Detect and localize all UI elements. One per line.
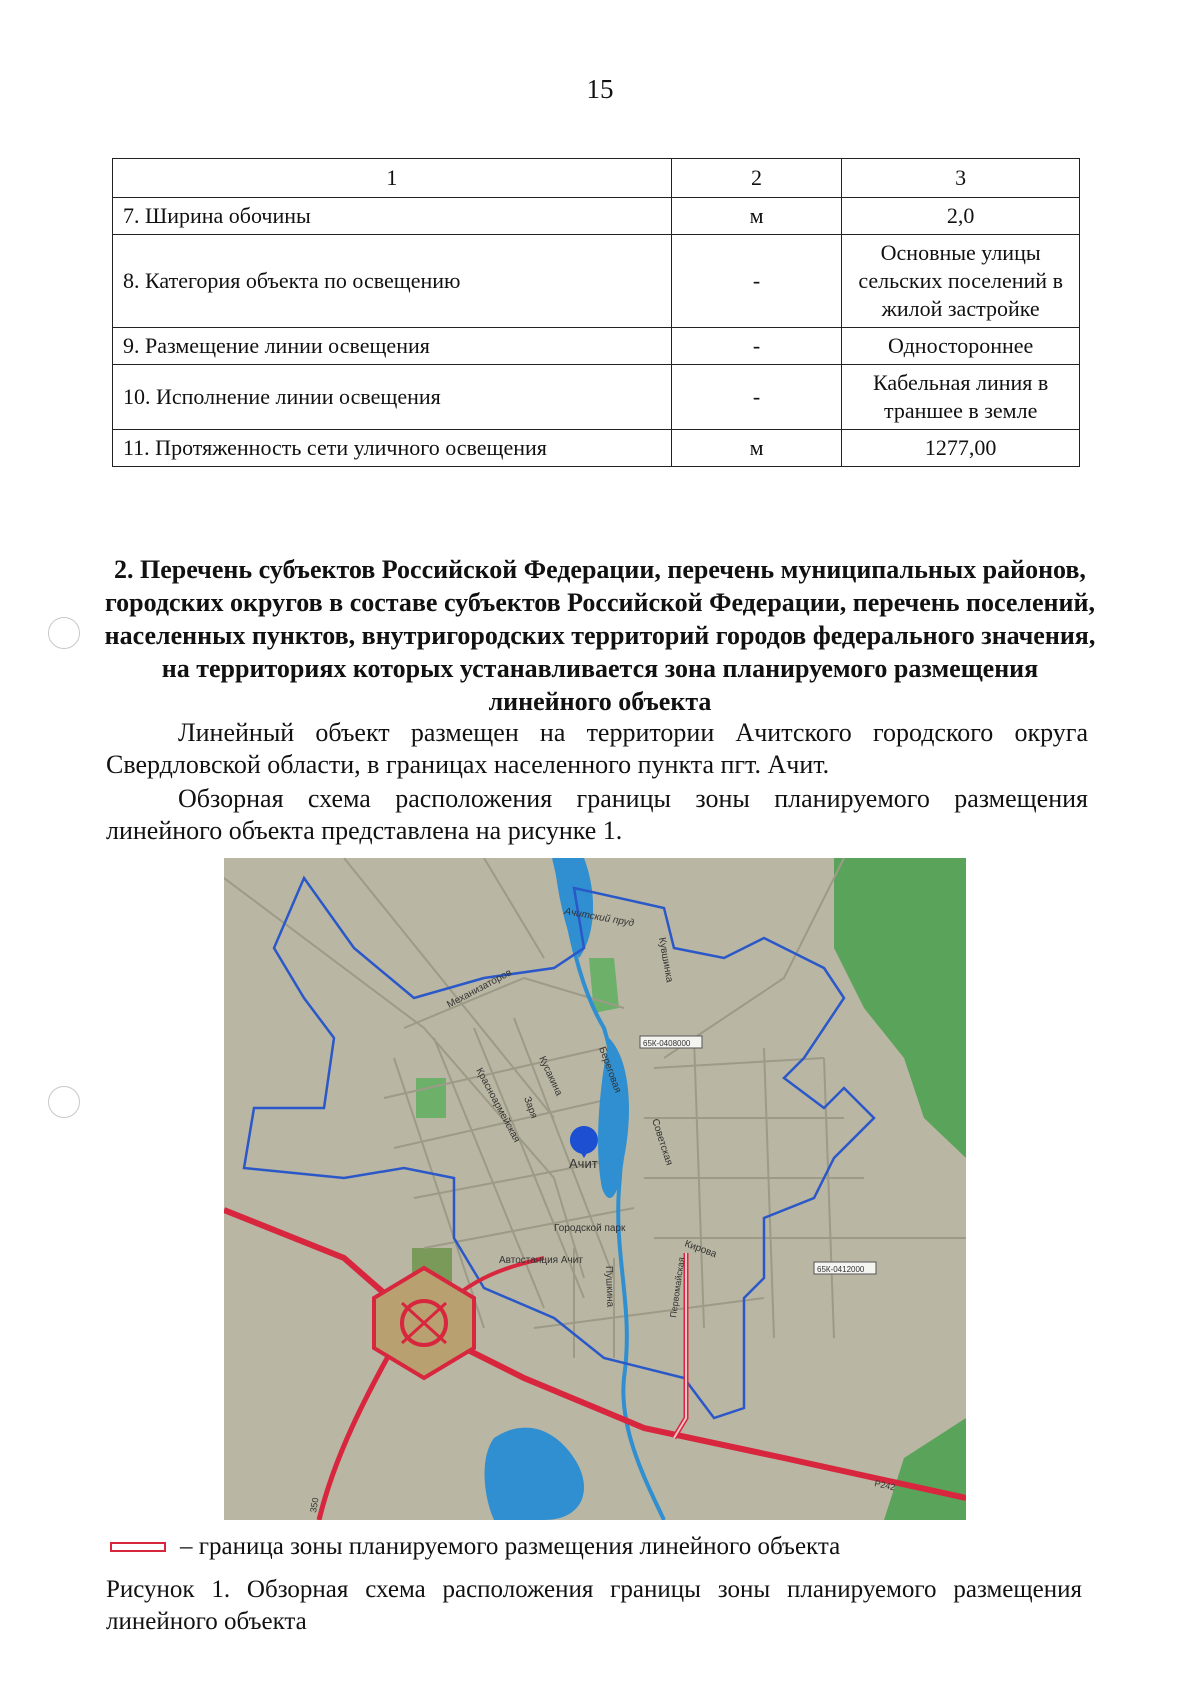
row-unit: - [671, 365, 842, 430]
table-row [113, 430, 1080, 467]
forest-area-east [834, 858, 966, 1158]
row-name: 8. Категория объекта по освещению [113, 235, 672, 328]
binder-hole-top [48, 617, 80, 649]
map-label-kuvshinka: Кувшинка [656, 936, 675, 984]
row-value: Кабельная линия в траншее в земле [842, 365, 1080, 430]
row-name: 7. Ширина обочины [113, 198, 672, 235]
table-header-row [113, 159, 1080, 198]
table-row [113, 198, 1080, 235]
page-number: 15 [586, 74, 614, 104]
highway-r242 [224, 1210, 966, 1498]
pond-south [485, 1428, 584, 1520]
row-value: 2,0 [842, 198, 1080, 235]
map-label-mekhanizatorov: Механизаторов [445, 967, 514, 1011]
map-label-zarya: Заря [521, 1095, 540, 1121]
row-name: 10. Исполнение линии освещения [113, 365, 672, 430]
town-marker [570, 1126, 598, 1158]
map-label-highway: Р242 [873, 1478, 897, 1493]
map-label-beregovaya: Береговая [596, 1045, 624, 1095]
district-boundary [244, 878, 874, 1418]
row-unit: - [671, 328, 842, 365]
row-value: Основные улицы сельских поселений в жилой застройке [842, 235, 1080, 328]
legend-text: – граница зоны планируемого размещения линейного объекта [180, 1533, 841, 1560]
figure-caption: Рисунок 1. Обзорная схема расположения границы зоны планируемого размещения линейного объекта [106, 1576, 1082, 1635]
map-label-sovetskaya: Советская [649, 1117, 675, 1167]
section-heading: 2. Перечень субъектов Российской Федерации, перечень муниципальных районов, городских округов в составе субъектов Российской Федерации, перечень поселений, населенных пунктов, внутригородских территорий городов федерального значения, на территориях которых устанавливается зона планируемого размещения линейного объекта [104, 555, 1096, 716]
table-row [113, 235, 1080, 328]
row-name: 11. Протяженность сети уличного освещения [113, 430, 672, 467]
paragraph-scheme-reference: Обзорная схема расположения границы зоны планируемого размещения линейного объекта представлена на рисунке 1. [106, 784, 1088, 845]
table-row [113, 328, 1080, 365]
row-name: 9. Размещение линии освещения [113, 328, 672, 365]
map-label-town: Ачит [569, 1156, 598, 1171]
header-col-3: 3 [842, 159, 1080, 198]
map-label-park: Городской парк [554, 1223, 626, 1234]
map-label-road-code-2: 65К-0412000 [817, 1265, 865, 1274]
map-label-kusakina: Кусакина [536, 1054, 565, 1098]
header-col-2: 2 [671, 159, 842, 198]
paragraph-location: Линейный объект размещен на территории Ачитского городского округа Свердловской области, в границах населенного пункта пгт. Ачит. [106, 718, 1088, 779]
map-label-road-350: 350 [308, 1496, 321, 1514]
interchange [374, 1268, 474, 1378]
legend-boundary-swatch [110, 1542, 166, 1552]
map-label-road-code-1: 65К-0408000 [643, 1039, 691, 1048]
row-value: Одностороннее [842, 328, 1080, 365]
row-unit: - [671, 235, 842, 328]
map-label-pervomayskaya: Первомайская [668, 1256, 687, 1319]
binder-hole-bottom [48, 1086, 80, 1118]
map-legend [110, 1532, 840, 1562]
map-drawing [224, 858, 966, 1520]
parameters-table [112, 158, 1080, 467]
overview-map [224, 858, 966, 1520]
map-label-pushkina: Пушкина [603, 1265, 616, 1308]
map-label-pond: Ачитский пруд [563, 906, 635, 930]
map-label-bus-station: Автостанция Ачит [499, 1255, 583, 1266]
header-col-1: 1 [113, 159, 672, 198]
table-row [113, 365, 1080, 430]
row-unit: м [671, 198, 842, 235]
row-value: 1277,00 [842, 430, 1080, 467]
map-label-krasnoarmeyskaya: Красноармейская [473, 1066, 522, 1145]
row-unit: м [671, 430, 842, 467]
map-label-kirova: Кирова [682, 1238, 719, 1261]
forest-area-southeast [884, 1418, 966, 1520]
